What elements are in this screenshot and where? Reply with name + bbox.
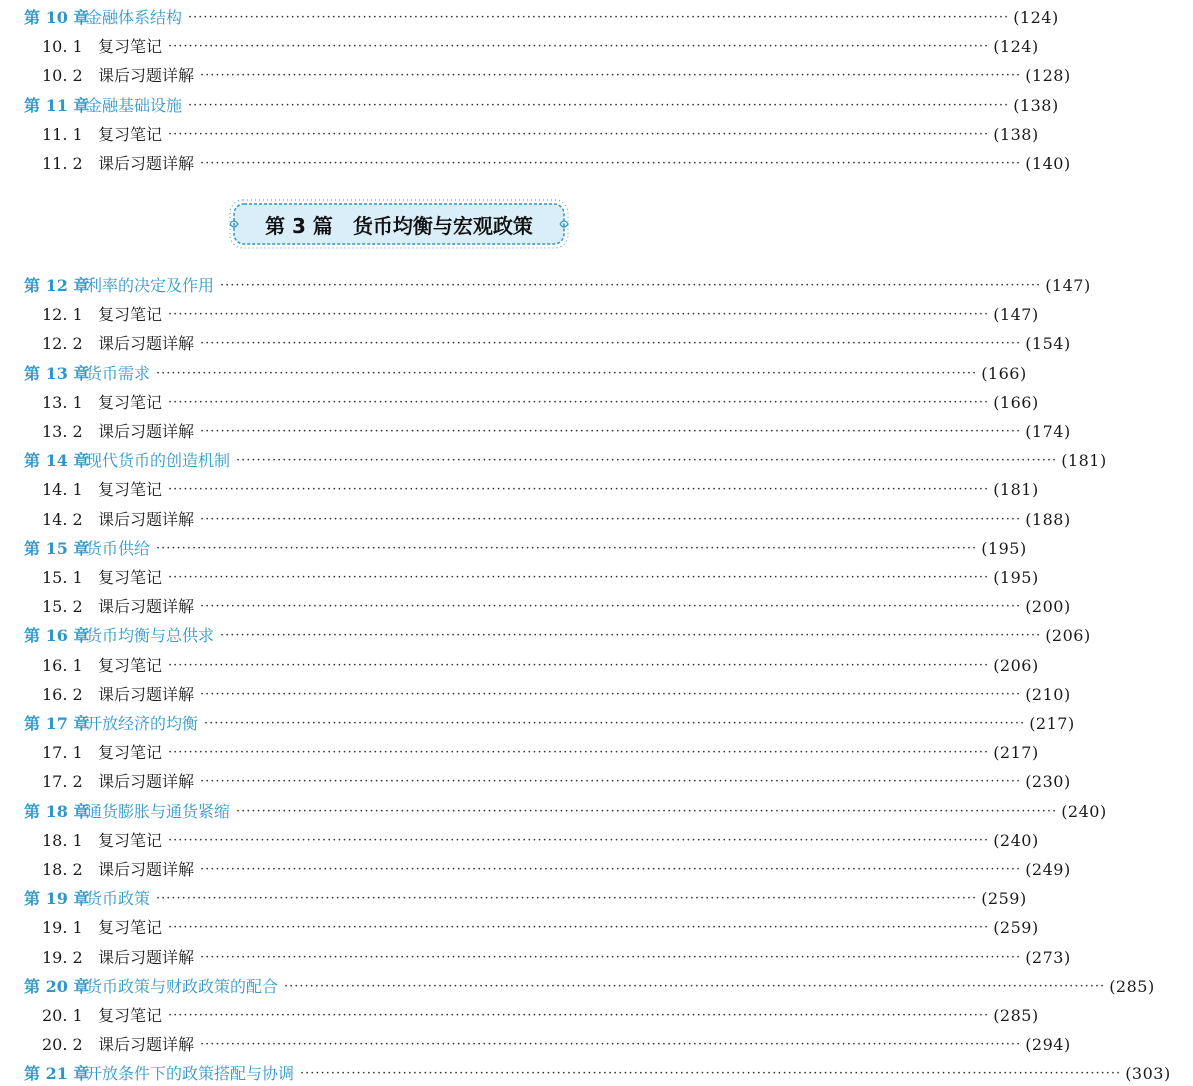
page-number: (147)	[1045, 276, 1091, 295]
section-title: 复习笔记	[98, 743, 163, 763]
toc-chapter-row[interactable]	[0, 800, 1107, 824]
dot-leader: ································································································································································	[236, 453, 1058, 469]
section-title: 课后习题详解	[98, 422, 195, 441]
dot-leader: ································································································································································	[168, 1008, 990, 1023]
page-number: (138)	[993, 124, 1039, 144]
toc-chapter-row[interactable]	[0, 1062, 1171, 1086]
page-number: (140)	[1025, 154, 1071, 173]
toc-section-row[interactable]	[0, 741, 1039, 765]
page-number: (285)	[993, 1006, 1039, 1025]
dot-leader: ································································································································································	[168, 482, 990, 498]
section-number: 10. 2	[42, 66, 83, 86]
page-number: (303)	[1125, 1064, 1171, 1084]
section-title: 复习笔记	[98, 1006, 163, 1025]
toc-section-row[interactable]	[0, 683, 1071, 707]
page-number: (154)	[1025, 334, 1071, 354]
page-number: (195)	[993, 568, 1039, 587]
page-number: (195)	[981, 538, 1027, 558]
chapter-number: 第 18 章	[24, 801, 90, 821]
chapter-number: 第 11 章	[24, 95, 90, 115]
chapter-number: 第 14 章	[24, 451, 90, 471]
dot-leader: ································································································································································	[156, 365, 978, 381]
chapter-number: 第 17 章	[24, 714, 90, 733]
page-number: (294)	[1025, 1035, 1071, 1055]
toc-section-row[interactable]	[0, 1033, 1071, 1057]
section-title: 复习笔记	[98, 830, 163, 850]
toc-section-row[interactable]	[0, 478, 1039, 502]
chapter-number: 第 19 章	[24, 889, 90, 909]
toc-chapter-row[interactable]	[0, 6, 1059, 30]
chapter-number: 第 12 章	[24, 276, 90, 295]
chapter-title: 通货膨胀与通货紧缩	[86, 801, 231, 821]
chapter-title: 现代货币的创造机制	[86, 451, 231, 471]
dot-leader: ································································································································································	[156, 891, 978, 907]
dot-leader: ································································································································································	[168, 394, 990, 410]
toc-section-row[interactable]	[0, 391, 1039, 415]
section-number: 18. 2	[42, 860, 83, 879]
page-number: (181)	[1061, 451, 1107, 471]
section-number: 16. 1	[42, 655, 83, 675]
dot-leader: ································································································································································	[188, 97, 1010, 113]
toc-chapter-row[interactable]	[0, 274, 1091, 298]
section-number: 20. 1	[42, 1006, 83, 1025]
section-title: 课后习题详解	[98, 334, 195, 354]
section-number: 11. 1	[42, 124, 83, 144]
toc-section-row[interactable]	[0, 35, 1039, 59]
dot-leader: ································································································································································	[168, 126, 990, 142]
chapter-title: 金融基础设施	[86, 95, 183, 115]
section-title: 课后习题详解	[98, 66, 195, 86]
toc-section-row[interactable]	[0, 770, 1071, 794]
section-number: 15. 2	[42, 597, 83, 617]
section-title: 课后习题详解	[98, 860, 195, 879]
chapter-title: 开放条件下的政策搭配与协调	[86, 1064, 295, 1084]
dot-leader: ································································································································································	[188, 10, 1010, 25]
chapter-number: 第 13 章	[24, 363, 90, 383]
section-title: 课后习题详解	[98, 1035, 195, 1055]
part-banner	[228, 198, 570, 250]
chapter-number: 第 10 章	[24, 8, 90, 27]
section-title: 复习笔记	[98, 480, 163, 500]
dot-leader: ································································································································································	[200, 336, 1022, 352]
toc-section-row[interactable]	[0, 654, 1039, 678]
section-title: 课后习题详解	[98, 947, 195, 967]
toc-chapter-row[interactable]	[0, 887, 1027, 911]
section-title: 复习笔记	[98, 392, 163, 412]
dot-leader: ································································································································································	[168, 920, 990, 936]
part-title: 第 3 篇 货币均衡与宏观政策	[265, 213, 533, 238]
section-number: 17. 1	[42, 743, 83, 763]
dot-leader: ································································································································································	[168, 307, 990, 323]
dot-leader: ································································································································································	[200, 424, 1022, 439]
section-number: 20. 2	[42, 1035, 83, 1055]
page-number: (206)	[993, 655, 1039, 675]
dot-leader: ································································································································································	[220, 278, 1042, 293]
toc-chapter-row[interactable]	[0, 362, 1027, 386]
page-number: (138)	[1013, 95, 1059, 115]
dot-leader: ································································································································································	[200, 686, 1022, 702]
dot-leader: ································································································································································	[300, 1066, 1122, 1082]
toc-chapter-row[interactable]	[0, 975, 1155, 999]
page-number: (240)	[993, 830, 1039, 850]
page-number: (273)	[1025, 947, 1071, 967]
toc-section-row[interactable]	[0, 946, 1071, 970]
section-number: 17. 2	[42, 772, 83, 792]
section-title: 课后习题详解	[98, 597, 195, 617]
dot-leader: ································································································································································	[200, 68, 1022, 84]
section-title: 课后习题详解	[98, 154, 195, 173]
chapter-number: 第 15 章	[24, 538, 90, 558]
toc-section-row[interactable]	[0, 1004, 1039, 1028]
dot-leader: ································································································································································	[220, 628, 1042, 644]
section-title: 课后习题详解	[98, 684, 195, 704]
section-title: 复习笔记	[98, 37, 163, 57]
page-number: (200)	[1025, 597, 1071, 617]
toc-section-row[interactable]	[0, 858, 1071, 882]
page-number: (174)	[1025, 422, 1071, 441]
page-number: (166)	[981, 363, 1027, 383]
page-number: (240)	[1061, 801, 1107, 821]
section-number: 19. 1	[42, 918, 83, 938]
page-number: (217)	[1029, 714, 1075, 733]
page-number: (249)	[1025, 860, 1071, 879]
section-title: 课后习题详解	[98, 772, 195, 792]
toc-section-row[interactable]	[0, 123, 1039, 147]
dot-leader: ································································································································································	[200, 1037, 1022, 1053]
dot-leader: ································································································································································	[200, 511, 1022, 527]
toc-section-row[interactable]	[0, 420, 1071, 444]
toc-section-row[interactable]	[0, 829, 1039, 853]
page-number: (147)	[993, 305, 1039, 325]
chapter-title: 开放经济的均衡	[86, 714, 199, 733]
section-number: 16. 2	[42, 684, 83, 704]
toc-section-row[interactable]	[0, 64, 1071, 88]
section-number: 12. 1	[42, 305, 83, 325]
section-number: 12. 2	[42, 334, 83, 354]
toc-chapter-row[interactable]	[0, 712, 1075, 736]
dot-leader: ································································································································································	[156, 540, 978, 556]
page-number: (285)	[1109, 976, 1155, 996]
chapter-title: 金融体系结构	[86, 8, 183, 27]
dot-leader: ································································································································································	[200, 862, 1022, 877]
section-number: 14. 2	[42, 509, 83, 529]
page-number: (166)	[993, 392, 1039, 412]
chapter-title: 货币政策	[86, 889, 151, 909]
toc-chapter-row[interactable]	[0, 94, 1059, 118]
section-number: 11. 2	[42, 154, 83, 173]
section-title: 复习笔记	[98, 655, 163, 675]
section-number: 13. 1	[42, 392, 83, 412]
chapter-number: 第 16 章	[24, 626, 90, 646]
dot-leader: ································································································································································	[168, 832, 990, 848]
section-title: 课后习题详解	[98, 509, 195, 529]
section-number: 15. 1	[42, 568, 83, 587]
dot-leader: ································································································································································	[168, 657, 990, 673]
page-number: (124)	[1013, 8, 1059, 27]
dot-leader: ································································································································································	[200, 599, 1022, 615]
chapter-title: 利率的决定及作用	[86, 276, 215, 295]
chapter-title: 货币政策与财政政策的配合	[86, 976, 279, 996]
section-number: 14. 1	[42, 480, 83, 500]
page-number: (259)	[981, 889, 1027, 909]
chapter-title: 货币供给	[86, 538, 151, 558]
section-number: 19. 2	[42, 947, 83, 967]
chapter-number: 第 20 章	[24, 976, 90, 996]
page-number: (124)	[993, 37, 1039, 57]
dot-leader: ································································································································································	[168, 745, 990, 761]
section-title: 复习笔记	[98, 568, 163, 587]
toc-chapter-row[interactable]	[0, 624, 1091, 648]
dot-leader: ································································································································································	[284, 978, 1106, 994]
chapter-number: 第 21 章	[24, 1064, 90, 1084]
page-number: (181)	[993, 480, 1039, 500]
section-number: 10. 1	[42, 37, 83, 57]
dot-leader: ································································································································································	[200, 156, 1022, 171]
section-title: 复习笔记	[98, 124, 163, 144]
toc-section-row[interactable]	[0, 595, 1071, 619]
section-number: 18. 1	[42, 830, 83, 850]
page-number: (259)	[993, 918, 1039, 938]
page-number: (210)	[1025, 684, 1071, 704]
toc-chapter-row[interactable]	[0, 537, 1027, 561]
dot-leader: ································································································································································	[204, 716, 1026, 731]
page-number: (206)	[1045, 626, 1091, 646]
toc-section-row[interactable]	[0, 303, 1039, 327]
toc-section-row[interactable]	[0, 332, 1071, 356]
dot-leader: ································································································································································	[236, 803, 1058, 819]
toc-section-row[interactable]	[0, 152, 1071, 176]
page-number: (217)	[993, 743, 1039, 763]
page-number: (128)	[1025, 66, 1071, 86]
dot-leader: ································································································································································	[168, 570, 990, 585]
chapter-title: 货币均衡与总供求	[86, 626, 215, 646]
chapter-title: 货币需求	[86, 363, 151, 383]
section-title: 复习笔记	[98, 305, 163, 325]
section-title: 复习笔记	[98, 918, 163, 938]
toc-chapter-row[interactable]	[0, 449, 1107, 473]
dot-leader: ································································································································································	[200, 949, 1022, 965]
toc-section-row[interactable]	[0, 566, 1039, 590]
toc-section-row[interactable]	[0, 508, 1071, 532]
dot-leader: ································································································································································	[168, 39, 990, 55]
toc-section-row[interactable]	[0, 916, 1039, 940]
dot-leader: ································································································································································	[200, 774, 1022, 790]
page-number: (188)	[1025, 509, 1071, 529]
section-number: 13. 2	[42, 422, 83, 441]
page-number: (230)	[1025, 772, 1071, 792]
